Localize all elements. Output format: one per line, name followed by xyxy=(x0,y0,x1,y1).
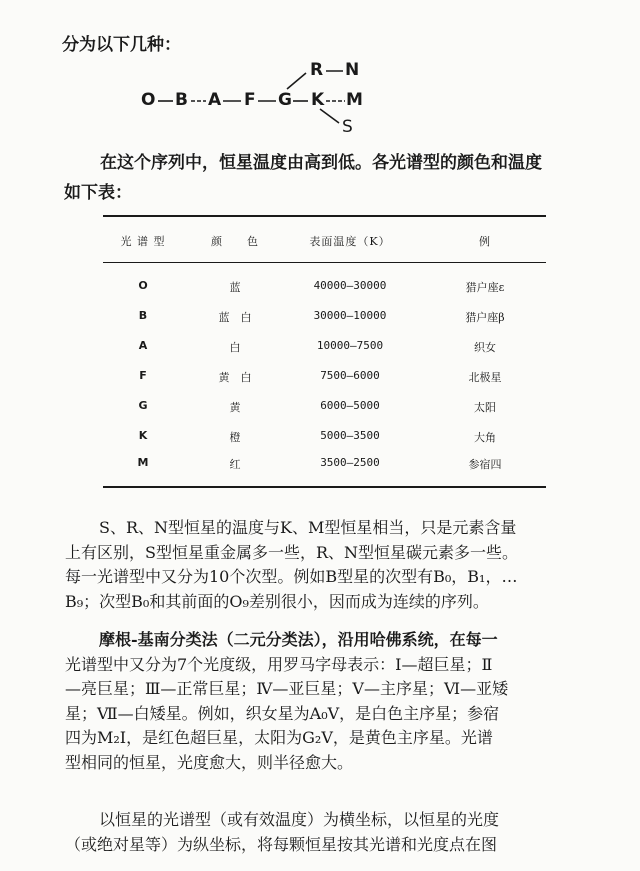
paragraph-mk-classification xyxy=(65,628,605,775)
paragraph-line: （或绝对星等）为纵坐标，将每颗恒星按其光谱和光度点在图 xyxy=(65,834,498,854)
spectral-type-m: M xyxy=(346,90,363,110)
table-top-rule xyxy=(103,215,546,217)
cell-type: B xyxy=(138,309,148,322)
cell-example: 北极星 xyxy=(468,371,502,384)
paragraph-line: 上有区别，S型恒星重金属多一些，R、N型恒星碳元素多一些。 xyxy=(65,542,519,562)
cell-type: G xyxy=(138,399,148,412)
cell-example: 太阳 xyxy=(474,401,496,414)
cell-color: 蓝 xyxy=(229,281,241,294)
table-bottom-rule xyxy=(103,486,546,488)
intro-line: 分为以下几种： xyxy=(62,35,181,55)
paragraph-line: 以恒星的光谱型（或有效温度）为横坐标，以恒星的光度 xyxy=(99,810,500,829)
cell-color: 橙 xyxy=(229,431,241,444)
spectral-type-b: B xyxy=(175,90,188,110)
cell-type: A xyxy=(138,339,148,352)
spectral-type-o: O xyxy=(141,90,156,110)
paragraph-line: S、R、N型恒星的温度与K、M型恒星相当，只是元素含量 xyxy=(99,518,517,537)
cell-example: 参宿四 xyxy=(468,458,502,471)
cell-temp: 6000—5000 xyxy=(320,399,380,412)
cell-type: M xyxy=(137,456,149,469)
cell-color: 白 xyxy=(229,341,241,354)
spectral-type-k: K xyxy=(311,90,325,110)
connector-k-s xyxy=(320,109,339,123)
spectral-type-r: R xyxy=(310,60,324,80)
cell-example: 大角 xyxy=(474,431,496,444)
cell-type: F xyxy=(139,369,147,382)
connector-g-r xyxy=(287,73,306,89)
spectral-type-f: F xyxy=(244,90,256,110)
cell-color: 黄 白 xyxy=(218,371,252,384)
cell-temp: 10000—7500 xyxy=(316,339,384,352)
spectral-type-g: G xyxy=(278,90,292,110)
table-header-rule xyxy=(103,262,546,263)
cell-example: 猎户座β xyxy=(465,311,505,324)
paragraph-line: 光谱型中又分为7个光度级，用罗马字母表示：Ⅰ—超巨星；Ⅱ xyxy=(65,654,493,674)
cell-temp: 40000—30000 xyxy=(313,279,387,292)
paragraph-line: 型相同的恒星，光度愈大，则半径愈大。 xyxy=(65,752,354,772)
paragraph-line: —亮巨星；Ⅲ—正常巨星；Ⅳ—亚巨星；Ⅴ—主序星；Ⅵ—亚矮 xyxy=(65,679,509,698)
cell-color: 黄 xyxy=(229,401,241,414)
spectral-type-n: N xyxy=(345,60,360,80)
paragraph-hr-diagram xyxy=(65,808,605,857)
paragraph-line: 摩根-基南分类法（二元分类法），沿用哈佛系统，在每一 xyxy=(99,630,498,649)
cell-example: 猎户座ε xyxy=(465,281,505,294)
cell-temp: 5000—3500 xyxy=(320,429,380,442)
cell-type: O xyxy=(138,279,148,292)
header-surface-temp: 表面温度（K） xyxy=(309,235,391,248)
cell-temp: 3500—2500 xyxy=(320,456,380,469)
cell-color: 蓝 白 xyxy=(218,311,252,324)
cell-color: 红 xyxy=(229,458,241,471)
paragraph-line: 星；Ⅶ—白矮星。例如，织女星为A₀Ⅴ，是白色主序星；参宿 xyxy=(65,703,500,723)
para1-line-1: 在这个序列中，恒星温度由高到低。各光谱型的颜色和温度 xyxy=(100,153,542,173)
spectral-type-s: S xyxy=(342,117,353,137)
cell-example: 织女 xyxy=(474,341,496,354)
header-example: 例 xyxy=(479,235,491,248)
header-spectral-type: 光 谱 型 xyxy=(120,235,166,248)
para1-line-2: 如下表： xyxy=(64,183,132,203)
spectral-type-a: A xyxy=(208,90,222,110)
cell-type: K xyxy=(138,429,148,442)
paragraph-sr-n-types xyxy=(65,516,605,614)
header-color: 颜 色 xyxy=(211,235,259,248)
paragraph-line: 四为M₂Ⅰ，是红色超巨星，太阳为G₂Ⅴ，是黄色主序星。光谱 xyxy=(65,728,493,747)
cell-temp: 7500—6000 xyxy=(320,369,380,382)
paragraph-line: 每一光谱型中又分为10个次型。例如B型星的次型有B₀，B₁，… xyxy=(65,567,518,586)
paragraph-line: B₉；次型B₀和其前面的O₉差别很小，因而成为连续的序列。 xyxy=(65,591,489,611)
cell-temp: 30000—10000 xyxy=(313,309,387,322)
